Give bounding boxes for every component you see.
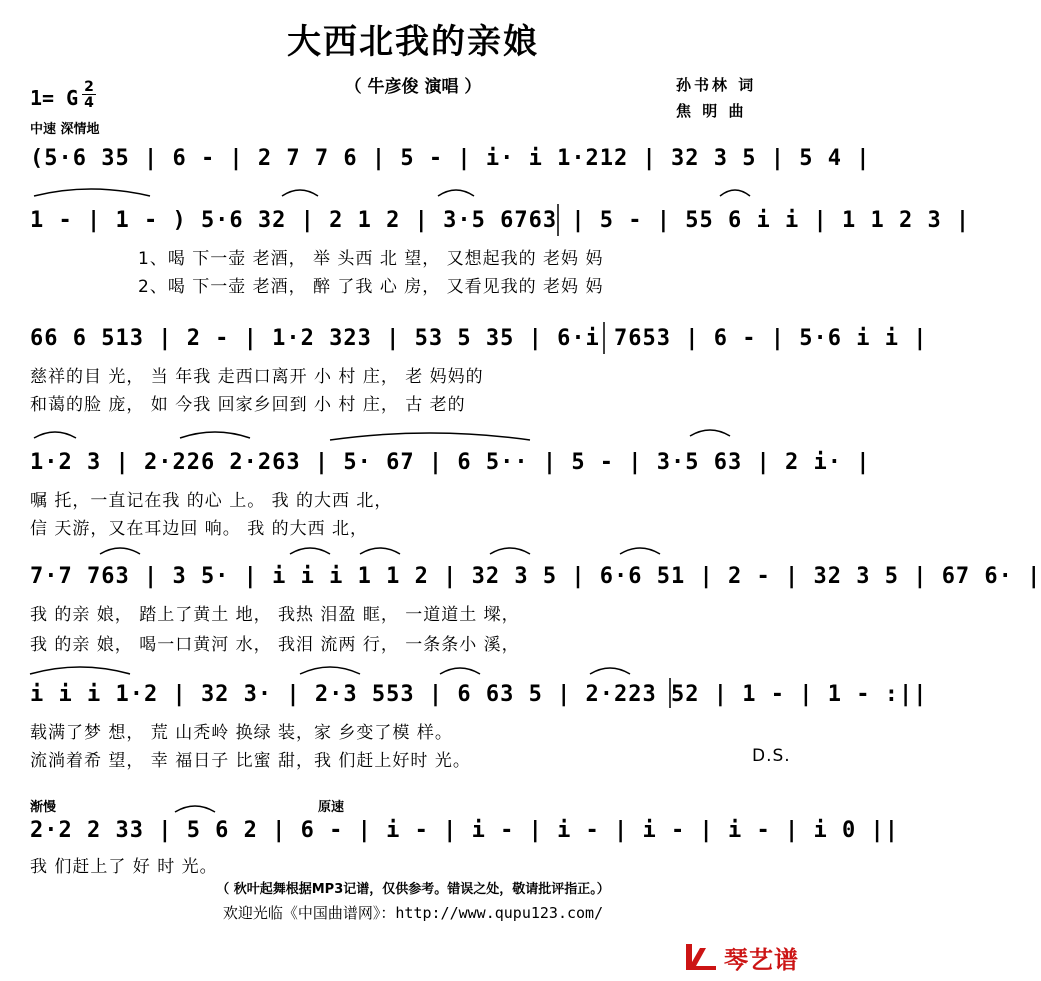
a-tempo-mark: 原速	[318, 800, 345, 815]
slur-row5-a	[100, 548, 140, 554]
score-row-7-lyric-1: 我 们赶上了 好 时 光。	[30, 857, 218, 877]
slur-row4-d	[690, 430, 730, 436]
slur-row6-b	[300, 667, 360, 674]
score-row-4-notes: 1·2 3 | 2·226 2·263 | 5· 67 | 6 5·· | 5 - | 3·5 63 | 2 i· |	[30, 450, 871, 475]
score-row-5-notes: 7·7 763 | 3 5· | i i i 1 1 2 | 32 3 5 | 6·6 51 | 2 - | 32 3 5 | 67 6· |	[30, 564, 1041, 589]
slur-row4-b	[180, 432, 250, 438]
performer: （ 牛彦俊 演唱 ）	[344, 77, 482, 97]
score-row-3-lyric-2: 和蔼的脸 庞， 如 今我 回家乡回到 小 村 庄， 古 老的	[30, 395, 466, 415]
site-link[interactable]: 欢迎光临《中国曲谱网》：http://www.qupu123.com/	[222, 904, 604, 922]
time-signature-top: 2	[84, 79, 94, 95]
slur-row6-a	[30, 667, 130, 674]
slur-row5-d	[490, 548, 530, 554]
lyricist-credit: 孙书林 词	[676, 76, 757, 94]
slur-row5-c	[360, 548, 400, 554]
score-row-2-notes: 1 - | 1 - ) 5·6 32 | 2 1 2 | 3·5 6763 | 5 - | 55 6 i i | 1 1 2 3 |	[30, 208, 971, 233]
score-row-6-notes: i i i 1·2 | 32 3· | 2·3 553 | 6 63 5 | 2·223 52 | 1 - | 1 - :||	[30, 682, 928, 707]
key-signature: 1= G	[30, 86, 79, 110]
transcription-note: （ 秋叶起舞根据MP3记谱，仅供参考。错误之处，敬请批评指正。）	[216, 882, 610, 897]
slur-row4-a	[34, 432, 76, 438]
logo-mark-icon	[682, 938, 722, 974]
logo-text: 琴艺谱	[724, 946, 799, 974]
score-row-3-notes: 66 6 513 | 2 - | 1·2 323 | 53 5 35 | 6·i 7653 | 6 - | 5·6 i i |	[30, 326, 928, 351]
composer-credit: 焦 明 曲	[676, 102, 747, 120]
tempo-marking: 中速 深情地	[30, 122, 100, 137]
time-signature-bottom: 4	[84, 95, 94, 111]
score-row-4-lyric-1: 嘱 托，一直记在我 的心 上。 我 的大西 北，	[30, 491, 393, 511]
score-row-7-notes: 2·2 2 33 | 5 6 2 | 6 - | i - | i - | i - | i - | i - | i 0 ||	[30, 818, 899, 843]
slur-row2-c	[438, 190, 474, 196]
slur-row2-b	[282, 190, 318, 196]
score-row-6-lyric-2: 流淌着希 望， 幸 福日子 比蜜 甜，我 们赶上好时 光。	[30, 751, 471, 771]
slur-row2-a	[34, 189, 150, 196]
score-row-1-notes: (5·6 35 | 6 - | 2 7 7 6 | 5 - | i· i 1·212 | 32 3 5 | 5 4 |	[30, 146, 871, 171]
score-row-4-lyric-2: 信 天游，又在耳边回 响。 我 的大西 北，	[30, 519, 369, 539]
score-row-5-lyric-1: 我 的亲 娘， 踏上了黄土 地， 我热 泪盈 眶， 一道道土 墚，	[30, 605, 520, 625]
slur-row4-c	[330, 433, 530, 440]
score-row-2-lyric-1: 1、喝 下一壶 老酒， 举 头西 北 望， 又想起我的 老妈 妈	[138, 249, 604, 269]
song-title: 大西北我的亲娘	[287, 22, 539, 62]
score-row-5-lyric-2: 我 的亲 娘， 喝一口黄河 水， 我泪 流两 行， 一条条小 溪，	[30, 635, 520, 655]
slur-row7-a	[175, 806, 215, 812]
brand-logo	[682, 938, 812, 974]
slur-row5-e	[620, 548, 660, 554]
score-row-6-lyric-1: 载满了梦 想， 荒 山秃岭 换绿 装，家 乡变了模 样。	[30, 723, 453, 743]
score-row-2-lyric-2: 2、喝 下一壶 老酒， 醉 了我 心 房， 又看见我的 老妈 妈	[138, 277, 604, 297]
slur-row6-c	[440, 668, 480, 674]
slur-row6-d	[590, 668, 630, 674]
slur-row5-b	[290, 548, 330, 554]
slur-row2-d	[720, 190, 750, 196]
ritardando-mark: 渐慢	[30, 800, 57, 815]
score-row-3-lyric-1: 慈祥的目 光， 当 年我 走西口离开 小 村 庄， 老 妈妈的	[30, 367, 484, 387]
ds-mark: D.S.	[752, 746, 791, 766]
